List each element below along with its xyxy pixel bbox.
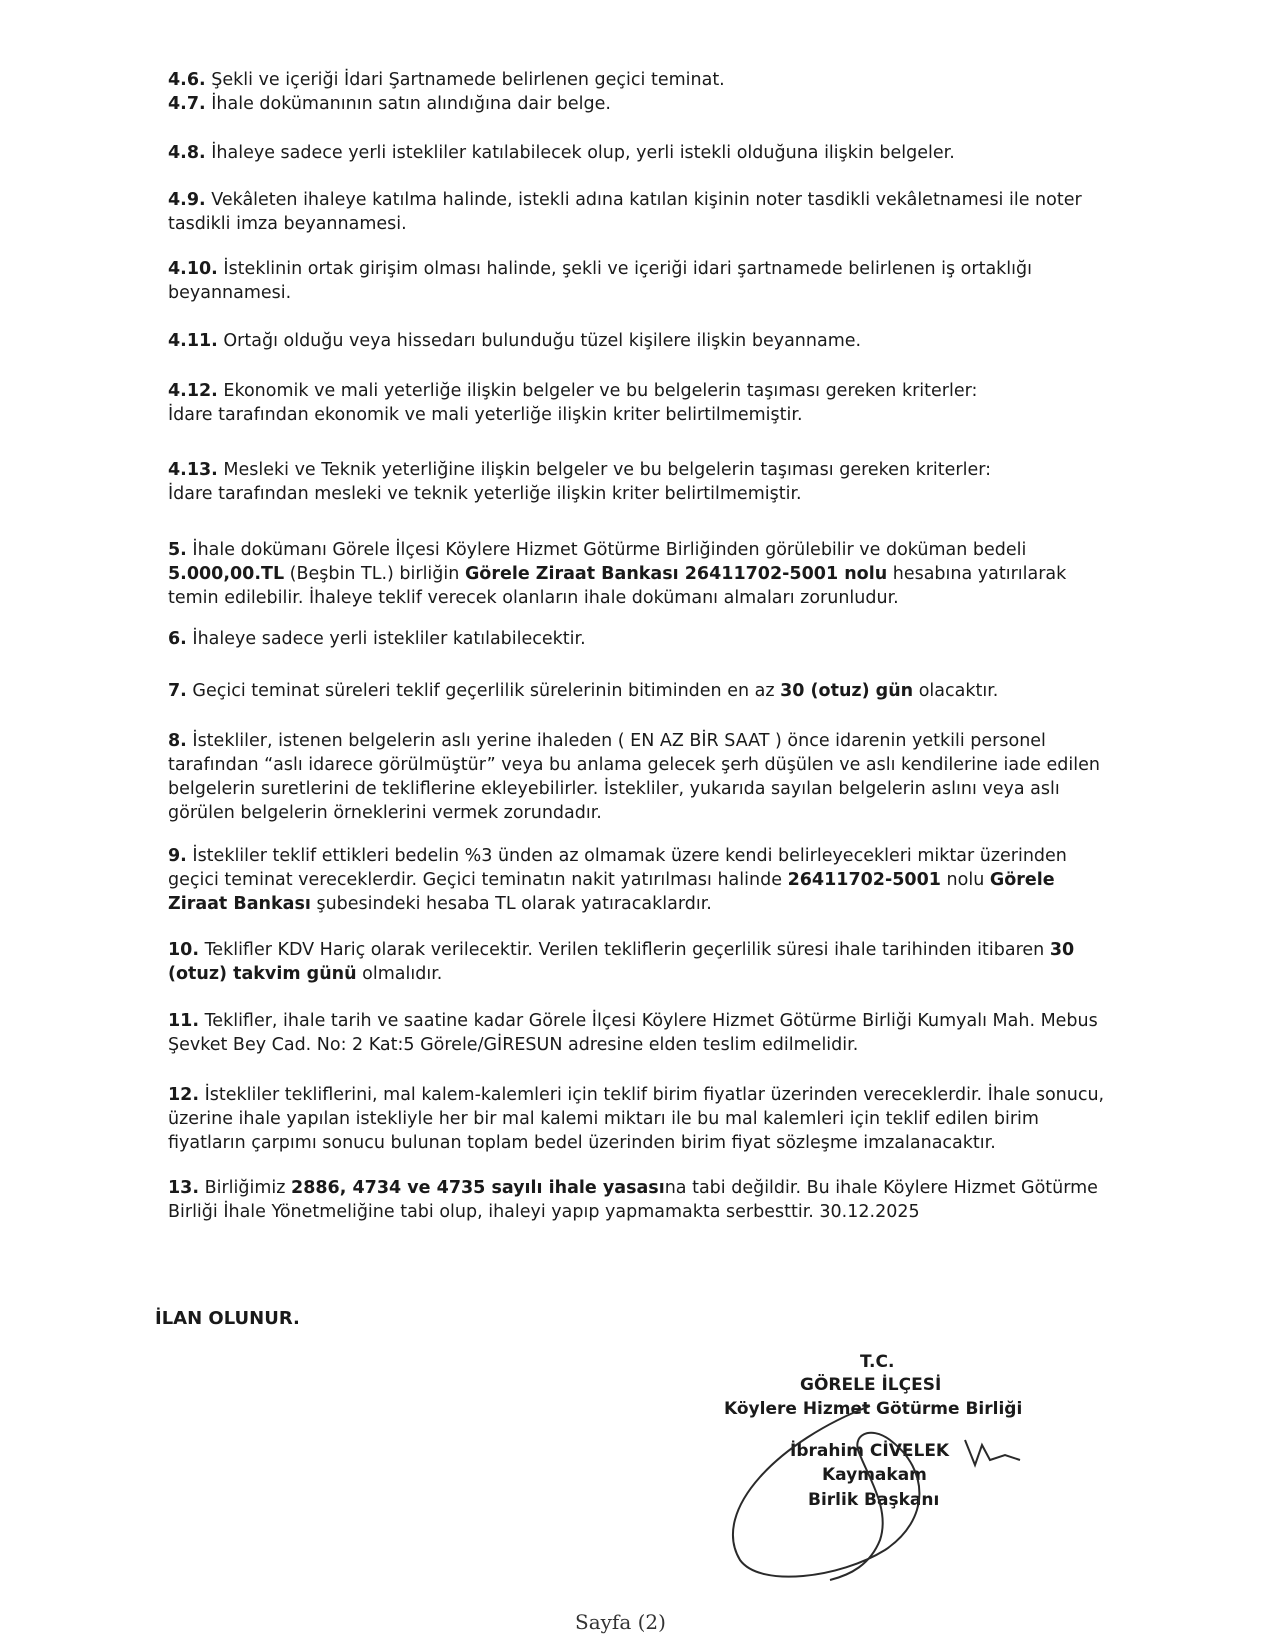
item-bold: Görele Ziraat Bankası (168, 870, 1055, 914)
item-number: 7. (168, 681, 187, 701)
item-text: hesabına yatırılarak temin edilebilir. İhaleye teklif verecek olanların ihale dokümanı almaları zorunludur. (168, 564, 1067, 608)
item-5 (168, 538, 1108, 610)
item-bold: 30 (otuz) takvim günü (168, 940, 1075, 984)
item-9 (168, 844, 1108, 916)
item-7 (168, 679, 1108, 703)
item-text: İhaleye sadece yerli istekliler katılabilecektir. (192, 629, 586, 649)
item-4-6 (168, 68, 1108, 92)
item-4-8 (168, 141, 1108, 165)
item-text: İhale dokümanının satın alındığına dair belge. (211, 94, 611, 114)
item-13 (168, 1176, 1108, 1224)
item-number: 4.13. (168, 460, 218, 480)
handwritten-signature (720, 1400, 1040, 1590)
signature-stroke (733, 1406, 919, 1580)
item-number: 9. (168, 846, 187, 866)
item-text: Şekli ve içeriği İdari Şartnamede belirlenen geçici teminat. (211, 70, 725, 90)
item-10 (168, 938, 1108, 986)
item-number: 8. (168, 731, 187, 751)
item-text: İsteklinin ortak girişim olması halinde, şekli ve içeriği idari şartnamede belirlenen iş ortaklığı beyannamesi. (168, 259, 1032, 303)
item-text: Ortağı olduğu veya hissedarı bulunduğu tüzel kişilere ilişkin beyanname. (223, 331, 862, 351)
item-text: şubesindeki hesaba TL olarak yatıracaklardır. (316, 894, 712, 914)
signature-flourish (965, 1440, 1020, 1465)
item-text: na tabi değildir. Bu ihale Köylere Hizmet Götürme Birliği İhale Yönetmeliğine tabi olup, ihaleyi yapıp yapmamakta serbesttir. 30.12.2025 (168, 1178, 1098, 1222)
item-text: İhale dokümanı Görele İlçesi Köylere Hizmet Götürme Birliğinden görülebilir ve doküman bedeli (192, 540, 1027, 560)
item-bold: 2886, 4734 ve 4735 sayılı ihale yasası (291, 1178, 665, 1198)
item-text: Teklifler KDV Hariç olarak verilecektir. Verilen tekliflerin geçerlilik süresi ihale tarihinden itibaren (204, 940, 1045, 960)
item-11 (168, 1009, 1108, 1057)
item-text: İhaleye sadece yerli istekliler katılabilecek olup, yerli istekli olduğuna ilişkin belgeler. (211, 143, 955, 163)
item-number: 12. (168, 1085, 200, 1105)
item-4-12 (168, 379, 1108, 427)
item-text: İstekliler teklif ettikleri bedelin %3 ünden az olmamak üzere kendi belirleyecekleri miktar üzerinden geçici teminat vereceklerdir. Geçici teminatın nakit yatırılması halinde (168, 846, 1067, 890)
item-number: 4.11. (168, 331, 218, 351)
item-8 (168, 729, 1108, 825)
item-6 (168, 627, 1108, 651)
item-number: 13. (168, 1178, 200, 1198)
item-number: 6. (168, 629, 187, 649)
item-text-2: İdare tarafından mesleki ve teknik yeterliğe ilişkin kriter belirtilmemiştir. (168, 484, 802, 504)
item-bold: 30 (otuz) gün (780, 681, 914, 701)
item-number: 4.8. (168, 143, 206, 163)
item-text: olmalıdır. (362, 964, 443, 984)
item-text: Teklifler, ihale tarih ve saatine kadar Görele İlçesi Köylere Hizmet Götürme Birliği Kumyalı Mah. Mebus Şevket Bey Cad. No: 2 Kat:5 Görele/GİRESUN adresine elden teslim edilmelidir. (168, 1011, 1098, 1055)
item-number: 5. (168, 540, 187, 560)
item-number: 4.9. (168, 190, 206, 210)
item-number: 4.6. (168, 70, 206, 90)
item-text-2: İdare tarafından ekonomik ve mali yeterliğe ilişkin kriter belirtilmemiştir. (168, 405, 803, 425)
item-12 (168, 1083, 1108, 1155)
closing-statement: İLAN OLUNUR. (155, 1308, 300, 1329)
item-number: 10. (168, 940, 200, 960)
item-text: Geçici teminat süreleri teklif geçerlilik sürelerinin bitiminden en az (192, 681, 775, 701)
signature-role: Birlik Başkanı (808, 1490, 940, 1510)
item-text: nolu (946, 870, 985, 890)
item-4-10 (168, 257, 1108, 305)
item-text: Mesleki ve Teknik yeterliğine ilişkin belgeler ve bu belgelerin taşıması gereken kriterler: (223, 460, 992, 480)
item-number: 4.7. (168, 94, 206, 114)
item-text: olacaktır. (918, 681, 999, 701)
item-text: (Beşbin TL.) birliğin (289, 564, 460, 584)
page-footer: Sayfa (2) (575, 1610, 666, 1634)
item-text: Ekonomik ve mali yeterliğe ilişkin belgeler ve bu belgelerin taşıması gereken kriterler: (223, 381, 978, 401)
signature-title: Kaymakam (822, 1465, 927, 1485)
item-bold: Görele Ziraat Bankası 26411702-5001 nolu (464, 564, 888, 584)
item-text: İstekliler tekliflerini, mal kalem-kalemleri için teklif birim fiyatlar üzerinden vereceklerdir. İhale sonucu, üzerine ihale yapılan istekliyle her bir mal kalemi miktarı ile bu mal kalemleri için teklif edilen birim fiyatların çarpımı sonucu bulunan toplam bedel üzerinden birim fiyat sözleşme imzalanacaktır. (168, 1085, 1105, 1153)
item-bold: 26411702-5001 (787, 870, 941, 890)
item-text: Birliğimiz (204, 1178, 286, 1198)
item-4-13 (168, 458, 1108, 506)
signature-tc: T.C. (860, 1352, 895, 1372)
item-number: 4.12. (168, 381, 218, 401)
item-bold: 5.000,00.TL (168, 564, 285, 584)
item-text: İstekliler, istenen belgelerin aslı yerine ihaleden ( EN AZ BİR SAAT ) önce idarenin yetkili personel tarafından “aslı idarece görülmüştür” veya bu anlama gelecek şerh düşülen ve aslı kendilerine iade edilen belgelerin suretlerini de tekliflerine ekleyebilirler. İstekliler, yukarıda sayılan belgelerin aslını veya aslı görülen belgelerin örneklerini vermek zorundadır. (168, 731, 1100, 823)
item-number: 11. (168, 1011, 200, 1031)
signature-org: Köylere Hizmet Götürme Birliği (724, 1399, 1023, 1419)
item-text: Vekâleten ihaleye katılma halinde, istekli adına katılan kişinin noter tasdikli vekâletnamesi ile noter tasdikli imza beyannamesi. (168, 190, 1082, 234)
item-4-11 (168, 329, 1108, 353)
item-4-7 (168, 92, 1108, 116)
item-4-9 (168, 188, 1108, 236)
signature-name: İbrahim CİVELEK (790, 1441, 950, 1461)
signature-district: GÖRELE İLÇESİ (800, 1375, 942, 1395)
item-number: 4.10. (168, 259, 218, 279)
